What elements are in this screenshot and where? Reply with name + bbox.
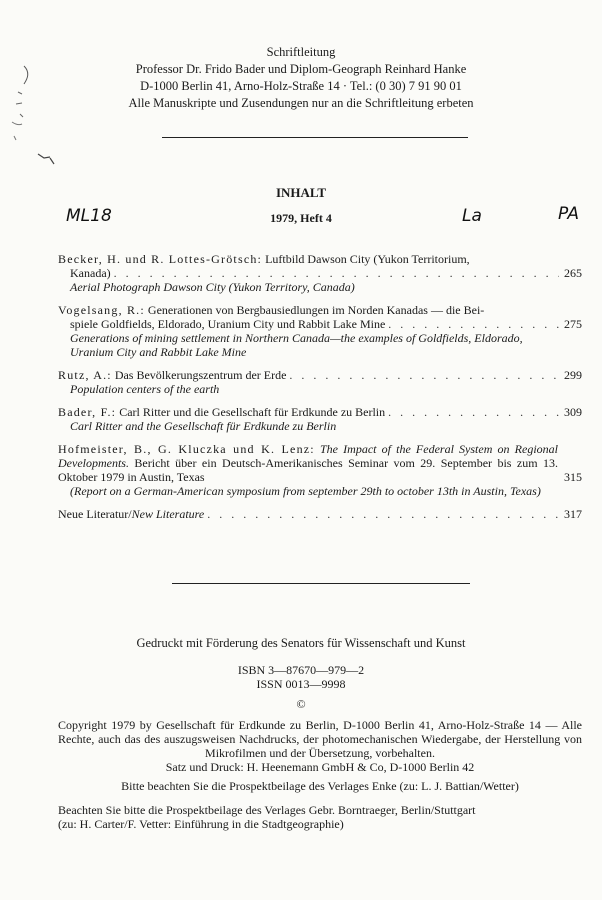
toc-page: 317 [564,507,582,521]
toc-title-cont: Kanada) [70,266,111,280]
issn: ISSN 0013—9998 [256,677,346,691]
toc-author: Bader, F.: [58,405,117,419]
copyright-block [58,718,582,774]
leader-dots [388,317,559,331]
issue-label: 1979, Heft 4 [270,211,332,225]
toc-entry [58,368,582,396]
editorial-note: Alle Manuskripte und Zusendungen nur an die Schriftleitung erbeten [128,96,474,110]
toc-entry [58,442,582,498]
toc-entry [58,405,582,433]
handwritten-note-left: ML18 [66,206,112,226]
toc-translation: Carl Ritter and the Gesellschaft für Erdkunde zu Berlin [70,419,337,433]
handwritten-note-middle: La [462,206,482,226]
editorial-editors: Professor Dr. Frido Bader und Diplom-Geograph Reinhard Hanke [135,62,467,76]
toc-author: Vogelsang, R.: [58,303,145,317]
toc-label-en: New Literature [131,507,205,521]
table-of-contents [58,252,582,530]
leader-dots [207,507,559,521]
editorial-address: D-1000 Berlin 41, Arno-Holz-Straße 14 · Tel.: (0 30) 7 91 90 01 [140,79,462,93]
identifiers [0,663,602,711]
toc-author: Becker, H. und R. Lottes-Grötsch: [58,252,263,266]
toc-page: 299 [564,368,582,382]
toc-title: Luftbild Dawson City (Yukon Territorium, [265,252,470,266]
sponsor-note: Gedruckt mit Förderung des Senators für Wissenschaft und Kunst [136,636,466,650]
divider-bottom [172,583,470,584]
toc-translation: (Report on a German-American symposium from september 29th to october 13th in Austin, Texas) [70,484,541,498]
handwritten-note-right: PA [558,204,580,224]
toc-entry [58,252,582,294]
toc-author: Rutz, A.: [58,368,112,382]
insert-note-2-line1: Beachten Sie bitte die Prospektbeilage des Verlages Gebr. Borntraeger, Berlin/Stuttgart [58,803,476,817]
toc-translation: Population centers of the earth [70,382,220,396]
toc-author: Hofmeister, B., G. Kluczka und K. Lenz: [58,442,315,456]
toc-page: 265 [564,266,582,280]
contents-heading: INHALT [275,185,327,200]
leader-dots [114,266,559,280]
isbn: ISBN 3—87670—979—2 [237,663,365,677]
toc-title: Carl Ritter und die Gesellschaft für Erdkunde zu Berlin [119,405,386,419]
toc-translation: Generations of mining settlement in Northern Canada—the examples of Goldfields, Eldorado, Uranium City and Rabbit Lake Mine [70,331,523,359]
toc-page: 315 [564,470,582,484]
insert-note-2-line2: (zu: H. Carter/F. Vetter: Einführung in die Stadtgeographie) [58,817,344,831]
insert-note-1: Bitte beachten Sie die Prospektbeilage des Verlages Enke (zu: L. J. Battian/Wetter) [121,779,519,793]
toc-title-cont: spiele Goldfields, Eldorado, Uranium City und Rabbit Lake Mine [70,317,386,331]
toc-entry [58,303,582,359]
toc-entry [58,507,582,521]
editorial-block [0,44,602,112]
printer-line: Satz und Druck: H. Heenemann GmbH & Co, D-1000 Berlin 42 [165,760,475,774]
divider-top [162,137,468,138]
toc-title: The Impact of the Federal System on Regional Developments. [58,442,559,470]
insert-note-2 [58,803,582,831]
toc-title-cont: Bericht über ein Deutsch-Amerikanisches Seminar vom 29. September bis zum 13. Oktober 1979 in Austin, Texas [58,456,559,484]
copyright-text: Copyright 1979 by Gesellschaft für Erdkunde zu Berlin, D-1000 Berlin 41, Arno-Holz-Straße 14 — Alle Rechte, auch das des auszugsweisen Nachdrucks, der photomechanischen Wiedergabe, der Herstellung von Mikrofilmen und der Übersetzung, vorbehalten. [58,718,582,760]
toc-title: Das Bevölkerungszentrum der Erde [114,368,287,382]
leader-dots [289,368,559,382]
copyright-symbol: © [296,697,306,711]
toc-page: 309 [564,405,582,419]
toc-title: Generationen von Bergbausiedlungen im Norden Kanadas — die Bei- [147,303,485,317]
editorial-heading: Schriftleitung [266,45,336,59]
toc-page: 275 [564,317,582,331]
leader-dots [388,405,559,419]
toc-label: Neue Literatur/ [58,507,132,521]
toc-translation: Aerial Photograph Dawson City (Yukon Territory, Canada) [70,280,355,294]
